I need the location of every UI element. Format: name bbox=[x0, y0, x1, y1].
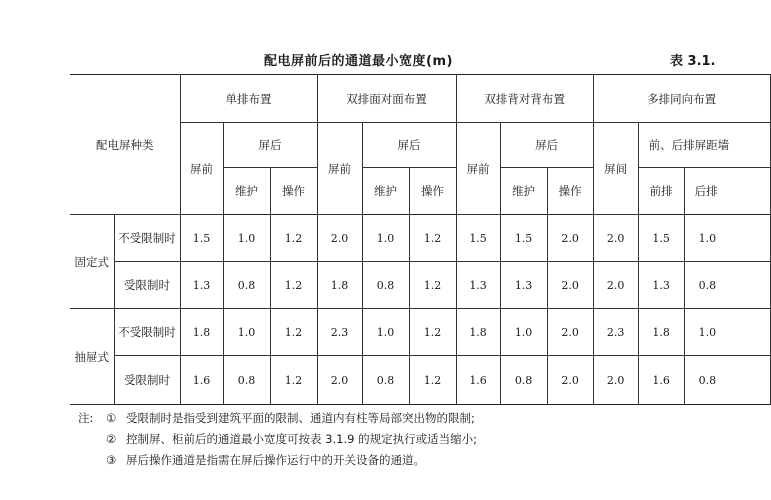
header-group-single: 单排布置 bbox=[180, 75, 317, 123]
cell: 1.0 bbox=[684, 309, 770, 356]
table-container bbox=[70, 74, 730, 404]
note-item bbox=[78, 429, 477, 450]
row-label: 受限制时 bbox=[114, 262, 180, 309]
cell: 1.8 bbox=[317, 262, 362, 309]
note-text: 受限制时是指受到建筑平面的限制、通道内有柱等局部突出物的限制; bbox=[126, 411, 475, 425]
table-row bbox=[70, 215, 770, 262]
cell: 1.2 bbox=[409, 262, 456, 309]
row-label: 不受限制时 bbox=[114, 309, 180, 356]
row-label: 受限制时 bbox=[114, 356, 180, 405]
cell: 2.0 bbox=[547, 309, 593, 356]
cell: 2.3 bbox=[317, 309, 362, 356]
cell: 1.3 bbox=[456, 262, 500, 309]
note-mark: ② bbox=[106, 432, 117, 446]
cell: 2.0 bbox=[547, 356, 593, 405]
row-group-drawer: 抽屉式 bbox=[70, 309, 114, 405]
note-item bbox=[78, 408, 477, 429]
header-front: 屏前 bbox=[317, 123, 362, 215]
cell: 0.8 bbox=[223, 262, 270, 309]
header-back: 屏后 bbox=[500, 123, 593, 168]
cell: 1.8 bbox=[456, 309, 500, 356]
cell: 1.2 bbox=[270, 356, 317, 405]
table-row bbox=[70, 356, 770, 405]
cell: 1.0 bbox=[500, 309, 547, 356]
table-notes bbox=[78, 408, 477, 471]
note-mark: ③ bbox=[106, 453, 117, 467]
cell: 1.2 bbox=[409, 215, 456, 262]
header-front: 屏前 bbox=[456, 123, 500, 215]
cell: 2.0 bbox=[593, 356, 638, 405]
cell: 0.8 bbox=[684, 356, 770, 405]
note-text: 屏后操作通道是指需在屏后操作运行中的开关设备的通道。 bbox=[126, 453, 425, 467]
cell: 1.2 bbox=[270, 215, 317, 262]
cell: 1.3 bbox=[500, 262, 547, 309]
cell: 1.2 bbox=[270, 262, 317, 309]
cell: 1.0 bbox=[223, 215, 270, 262]
cell: 1.2 bbox=[270, 309, 317, 356]
cell: 1.8 bbox=[638, 309, 684, 356]
note-text: 控制屏、柜前后的通道最小宽度可按表 3.1.9 的规定执行或适当缩小; bbox=[126, 432, 477, 446]
header-maint: 维护 bbox=[500, 168, 547, 215]
cell: 1.5 bbox=[180, 215, 223, 262]
cell: 1.6 bbox=[638, 356, 684, 405]
header-category: 配电屏种类 bbox=[70, 75, 180, 215]
table-title: 配电屏前后的通道最小宽度(m) bbox=[264, 54, 453, 69]
header-oper: 操作 bbox=[409, 168, 456, 215]
note-item bbox=[78, 450, 477, 471]
header-back-row: 后排 bbox=[684, 168, 770, 215]
cell: 1.0 bbox=[362, 309, 409, 356]
cell: 1.0 bbox=[223, 309, 270, 356]
notes-prefix: 注: bbox=[78, 411, 94, 425]
cell: 1.8 bbox=[180, 309, 223, 356]
cell: 1.3 bbox=[638, 262, 684, 309]
header-group-back: 双排背对背布置 bbox=[456, 75, 593, 123]
row-group-fixed: 固定式 bbox=[70, 215, 114, 309]
header-oper: 操作 bbox=[270, 168, 317, 215]
header-multi-sub: 前、后排屏距墙 bbox=[638, 123, 770, 168]
header-group-face: 双排面对面布置 bbox=[317, 75, 456, 123]
note-mark: ① bbox=[106, 411, 117, 425]
cell: 2.0 bbox=[317, 356, 362, 405]
cell: 2.0 bbox=[547, 215, 593, 262]
header-front-row: 前排 bbox=[638, 168, 684, 215]
cell: 1.0 bbox=[684, 215, 770, 262]
header-front: 屏前 bbox=[180, 123, 223, 215]
header-group-multi: 多排同向布置 bbox=[593, 75, 770, 123]
cell: 0.8 bbox=[684, 262, 770, 309]
cell: 1.5 bbox=[456, 215, 500, 262]
cell: 1.0 bbox=[362, 215, 409, 262]
cell: 1.5 bbox=[500, 215, 547, 262]
row-label: 不受限制时 bbox=[114, 215, 180, 262]
cell: 1.2 bbox=[409, 356, 456, 405]
header-back: 屏后 bbox=[362, 123, 456, 168]
cell: 0.8 bbox=[500, 356, 547, 405]
header-oper: 操作 bbox=[547, 168, 593, 215]
cell: 1.5 bbox=[638, 215, 684, 262]
cell: 0.8 bbox=[223, 356, 270, 405]
table-row bbox=[70, 262, 770, 309]
channel-width-table bbox=[70, 74, 771, 405]
table-number: 表 3.1. bbox=[670, 54, 716, 69]
header-maint: 维护 bbox=[223, 168, 270, 215]
cell: 1.6 bbox=[456, 356, 500, 405]
cell: 0.8 bbox=[362, 356, 409, 405]
cell: 2.0 bbox=[593, 262, 638, 309]
cell: 2.0 bbox=[317, 215, 362, 262]
cell: 1.6 bbox=[180, 356, 223, 405]
cell: 2.0 bbox=[593, 215, 638, 262]
table-row bbox=[70, 309, 770, 356]
cell: 0.8 bbox=[362, 262, 409, 309]
header-between: 屏间 bbox=[593, 123, 638, 215]
header-maint: 维护 bbox=[362, 168, 409, 215]
cell: 1.2 bbox=[409, 309, 456, 356]
cell: 1.3 bbox=[180, 262, 223, 309]
cell: 2.0 bbox=[547, 262, 593, 309]
header-back: 屏后 bbox=[223, 123, 317, 168]
cell: 2.3 bbox=[593, 309, 638, 356]
